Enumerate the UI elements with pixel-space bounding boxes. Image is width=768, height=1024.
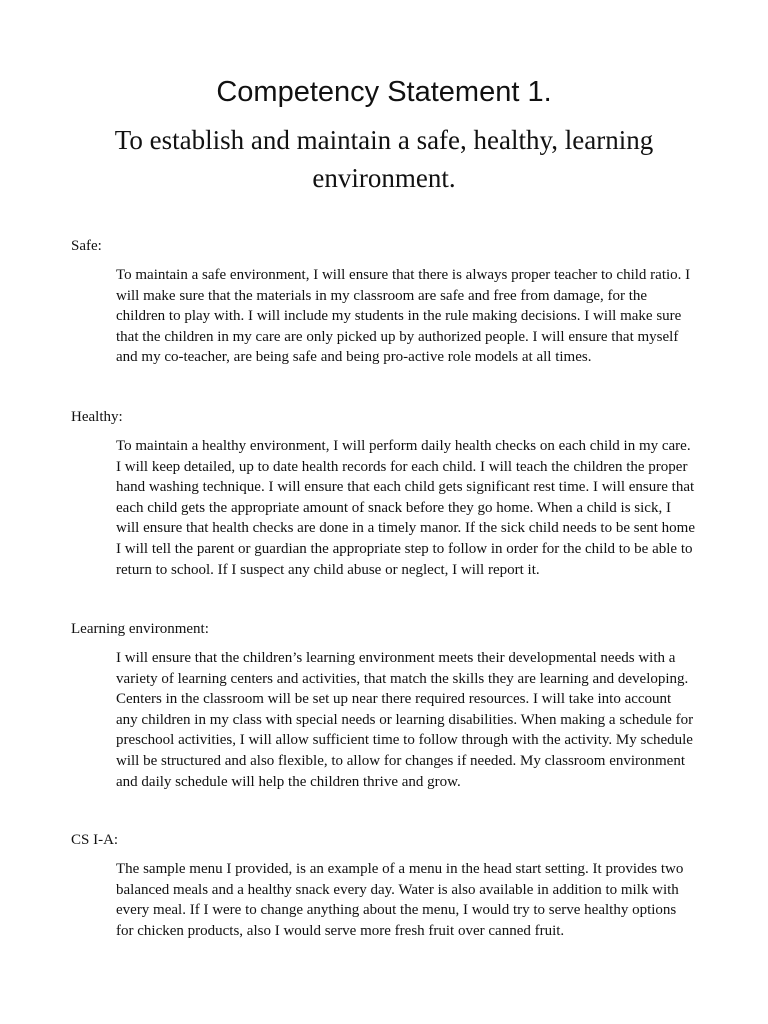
section-body-safe <box>116 265 700 368</box>
paragraph-line: I will ensure that the children’s learning environment meets their developmental needs with a <box>116 650 676 666</box>
paragraph-line: will ensure that health checks are done in a timely manor. If the sick child needs to be sent home <box>116 520 695 537</box>
paragraph-line: To maintain a safe environment, I will ensure that there is always proper teacher to child ratio. I <box>116 267 691 283</box>
section-body-learning-environment <box>116 648 700 792</box>
paragraph-line: The sample menu I provided, is an example of a menu in the head start setting. It provides two <box>116 861 684 877</box>
paragraph-line: To maintain a healthy environment, I will perform daily health checks on each child in my care. <box>116 438 691 454</box>
paragraph-line: and daily schedule will help the children thrive and grow. <box>116 773 461 790</box>
paragraph-line: balanced meals and a healthy snack every day. Water is also available in addition to milk with <box>116 881 679 898</box>
paragraph-line: any children in my class with special needs or learning disabilities. When making a schedule for <box>116 711 694 728</box>
paragraph-line: will be structured and also flexible, to allow for changes if needed. My classroom environment <box>116 752 686 769</box>
page-title: Competency Statement 1. <box>216 76 552 108</box>
section-label-healthy: Healthy: <box>71 409 123 425</box>
paragraph-line: Centers in the classroom will be set up near there required resources. I will take into account <box>116 691 672 708</box>
paragraph-line: each child gets the appropriate amount of snack before they go home. When a child is sick, I <box>116 499 671 516</box>
section-body-cs-i-a <box>116 859 700 941</box>
paragraph-line: return to school. If I suspect any child abuse or neglect, I will report it. <box>116 561 540 578</box>
section-label-safe: Safe: <box>71 238 102 254</box>
section-body-healthy <box>116 436 700 580</box>
paragraph-line: for chicken products, also I would serve more fresh fruit over canned fruit. <box>116 922 565 939</box>
paragraph-line: that the children in my care are only picked up by authorized people. I will ensure that myself <box>116 328 679 345</box>
paragraph-line: variety of learning centers and activities, that match the skills they are learning and developing. <box>116 670 689 687</box>
paragraph-line: children to play with. I will include my students in the rule making decisions. I will make sure <box>116 308 682 325</box>
page-subtitle: To establish and maintain a safe, healthy, learning environment. <box>114 125 654 193</box>
paragraph-line: every meal. If I were to change anything about the menu, I would try to serve healthy options <box>116 902 677 919</box>
paragraph-line: hand washing technique. I will ensure that each child gets significant rest time. I will ensure that <box>116 479 695 496</box>
section-label-learning-environment: Learning environment: <box>71 621 209 637</box>
section-label-cs-i-a: CS I-A: <box>71 832 119 848</box>
paragraph-line: preschool activities, I will allow sufficient time to follow through with the activity. My schedule <box>116 732 693 749</box>
paragraph-line: will make sure that the materials in my classroom are safe and free from damage, for the <box>116 287 648 304</box>
paragraph-line: and my co-teacher, are being safe and being pro-active role models at all times. <box>116 349 592 366</box>
paragraph-line: I will keep detailed, up to date health records for each child. I will teach the children the proper <box>116 458 688 475</box>
paragraph-line: I will tell the parent or guardian the appropriate step to follow in order for the child to be able to <box>116 540 693 557</box>
